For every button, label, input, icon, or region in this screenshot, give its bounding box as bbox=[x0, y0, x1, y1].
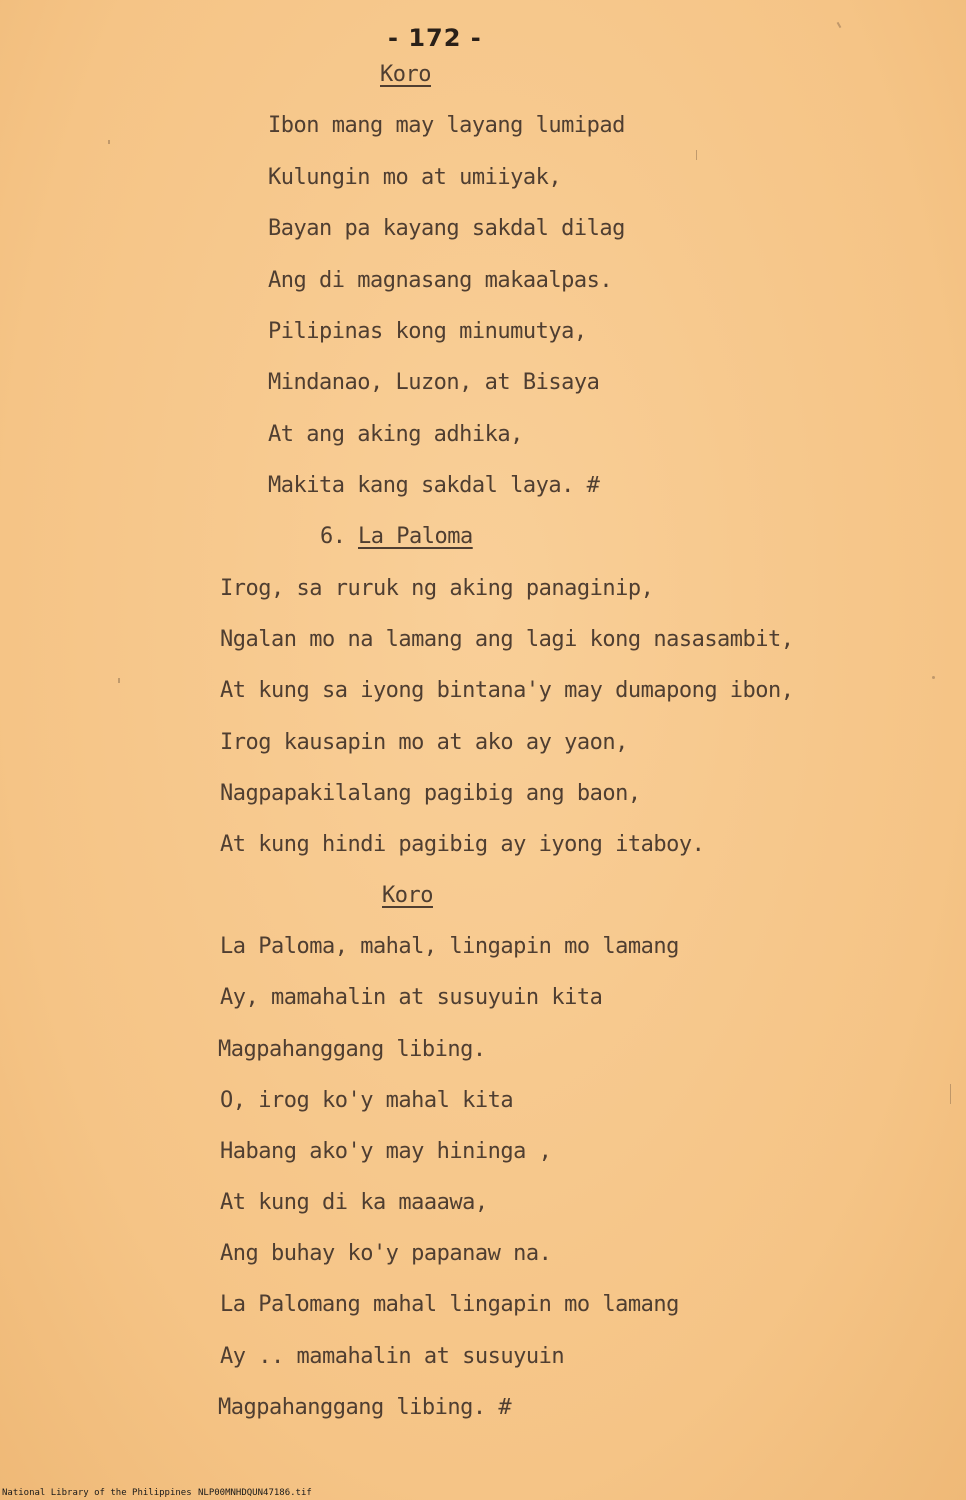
koro1-line-6: Mindanao, Luzon, at Bisaya bbox=[268, 370, 600, 395]
koro2-line-3: Magpahanggang libing. bbox=[218, 1037, 486, 1062]
koro1-line-3: Bayan pa kayang sakdal dilag bbox=[268, 216, 625, 241]
koro2-line-6: At kung di ka maaawa, bbox=[220, 1190, 488, 1215]
koro2-line-7: Ang buhay ko'y papanaw na. bbox=[220, 1241, 552, 1266]
song-line-2: Ngalan mo na lamang ang lagi kong nasasambit, bbox=[220, 627, 794, 652]
koro2-line-2: Ay, mamahalin at susuyuin kita bbox=[220, 985, 603, 1010]
koro1-line-1: Ibon mang may layang lumipad bbox=[268, 113, 625, 138]
koro1-line-8: Makita kang sakdal laya. # bbox=[268, 473, 600, 498]
song-line-5: Nagpapakilalang pagibig ang baon, bbox=[220, 781, 641, 806]
footer-filename: NLP00MNHDQUN47186.tif bbox=[198, 1488, 312, 1498]
koro1-line-2: Kulungin mo at umiiyak, bbox=[268, 165, 562, 190]
song-line-4: Irog kausapin mo at ako ay yaon, bbox=[220, 730, 628, 755]
page-number: - 172 - bbox=[388, 24, 482, 52]
koro1-line-7: At ang aking adhika, bbox=[268, 422, 523, 447]
koro2-line-10: Magpahanggang libing. # bbox=[218, 1395, 512, 1420]
song-title: La Paloma bbox=[358, 524, 473, 549]
paper-speck bbox=[108, 140, 110, 144]
song-line-1: Irog, sa ruruk ng aking panaginip, bbox=[220, 576, 654, 601]
koro2-line-5: Habang ako'y may hininga , bbox=[220, 1139, 552, 1164]
paper-speck bbox=[696, 150, 697, 160]
song-line-3: At kung sa iyong bintana'y may dumapong ibon, bbox=[220, 678, 794, 703]
paper-speck bbox=[118, 678, 120, 683]
paper-speck bbox=[950, 1084, 951, 1104]
song-number: 6. bbox=[320, 524, 346, 549]
paper-speck bbox=[837, 22, 842, 28]
song-line-6: At kung hindi pagibig ay iyong itaboy. bbox=[220, 832, 705, 857]
koro1-line-4: Ang di magnasang makaalpas. bbox=[268, 268, 613, 293]
koro-heading-2: Koro bbox=[382, 883, 433, 908]
footer-library: National Library of the Philippines bbox=[2, 1488, 192, 1498]
koro1-line-5: Pilipinas kong minumutya, bbox=[268, 319, 587, 344]
koro2-line-9: Ay .. mamahalin at susuyuin bbox=[220, 1344, 565, 1369]
koro-heading-1: Koro bbox=[380, 62, 431, 87]
koro2-line-8: La Palomang mahal lingapin mo lamang bbox=[220, 1292, 679, 1317]
paper-speck bbox=[932, 676, 935, 679]
koro2-line-4: O, irog ko'y mahal kita bbox=[220, 1088, 514, 1113]
koro2-line-1: La Paloma, mahal, lingapin mo lamang bbox=[220, 934, 679, 959]
